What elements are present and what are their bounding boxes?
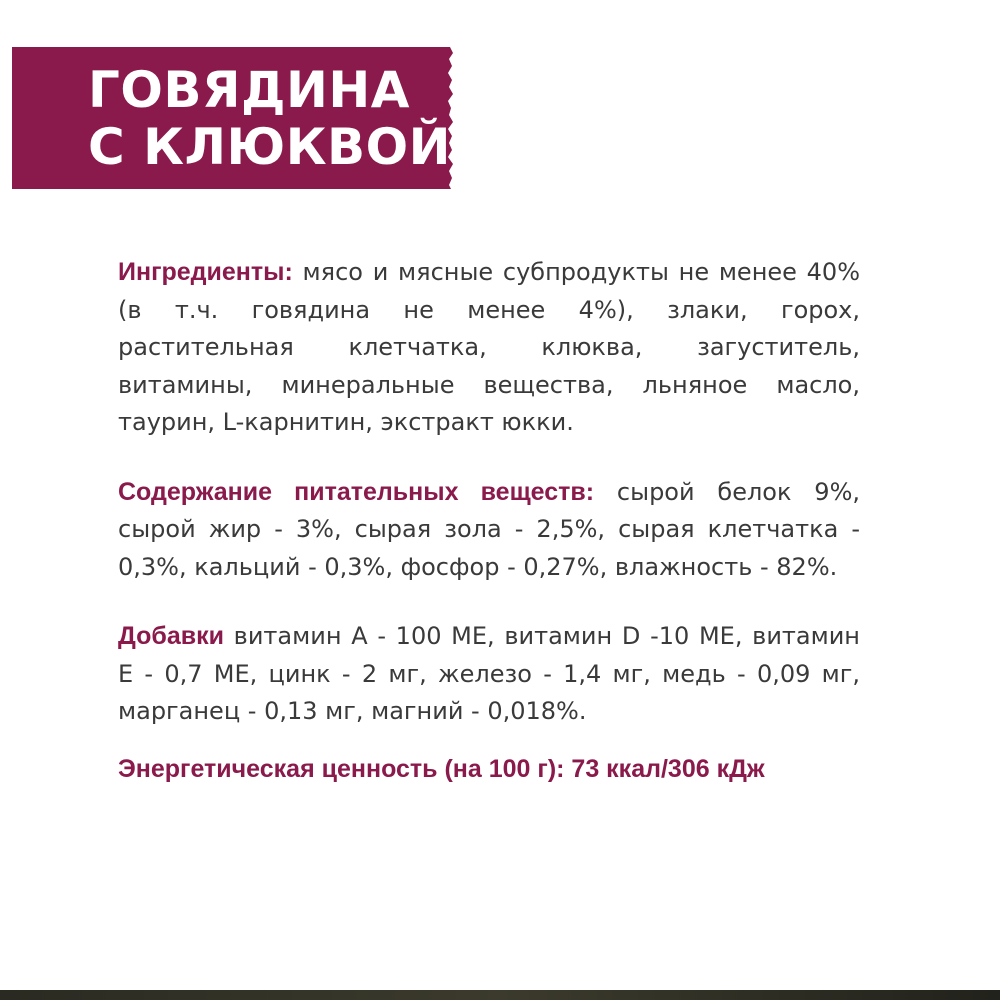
energy-value: Энергетическая ценность (на 100 г): 73 ккал/306 кДж <box>118 754 765 783</box>
ingredients-text: мясо и мясные субпродукты не менее 40% (в т.ч. говядина не менее 4%), злаки, горох, растительная клетчатка, клюква, загуститель, витамины, минеральные вещества, льняное масло, таурин, L-карнитин, экстракт юкки. <box>118 258 860 436</box>
product-title-line-2: С КЛЮКВОЙ <box>88 118 452 176</box>
nutrients-paragraph <box>118 474 860 587</box>
ingredients-label: Ингредиенты: <box>118 258 293 286</box>
nutrients-text: сырой белок 9%, сырой жир - 3%, сырая зола - 2,5%, сырая клетчатка - 0,3%, кальций - 0,3%, фосфор - 0,27%, влажность - 82%. <box>118 477 860 581</box>
product-title <box>88 62 451 176</box>
additives-paragraph <box>118 618 860 731</box>
nutrients-label: Содержание питательных веществ: <box>118 477 595 506</box>
ingredients-paragraph <box>118 254 860 442</box>
bottom-edge-strip <box>0 990 1000 1000</box>
additives-text: витамин А - 100 МЕ, витамин D -10 МЕ, витамин Е - 0,7 МЕ, цинк - 2 мг, железо - 1,4 мг, медь - 0,09 мг, марганец - 0,13 мг, магний - 0,018%. <box>118 622 860 725</box>
product-title-line-1: ГОВЯДИНА <box>88 61 410 119</box>
product-description <box>118 254 860 788</box>
additives-label: Добавки <box>118 622 224 650</box>
